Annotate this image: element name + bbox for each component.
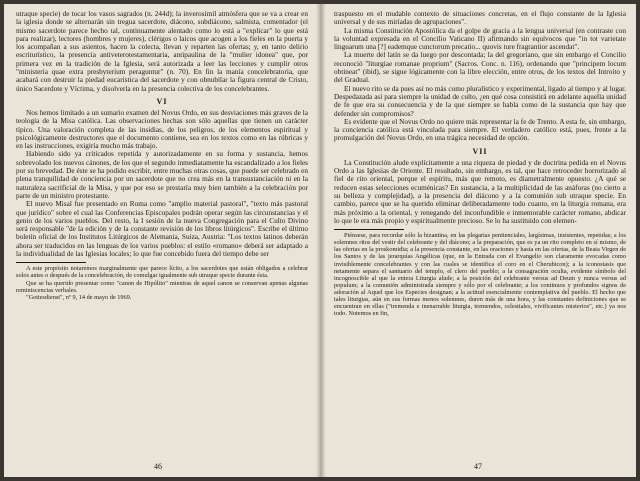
left-paragraph: Habiendo sido ya criticados repetida y autorizadamente en su forma y sustancia, hemos sobrevolado los nuevos cánones, de los que el segundo inmediatamente ha escandalizado a los fieles por su brevedad. De éste se ha podido escribir, entre muchas otras cosas, que puede ser celebrado en plena tranquilidad de conciencia por un sacerdote que no crea más en la transustanciación ni en la naturaleza sacrificial de la Misa, y que por eso se prestaría muy bien también a la celebración por parte de un ministro protestante.: [16, 150, 308, 200]
right-paragraph: El nuevo rito se da pues así no más como pluralístico y experimental, ligado al tiempo y al lugar. Despedazada así para siempre la unidad de culto, ¿en qué cosa consistirá en adelante aquella unidad de fe que era su consecuencia y de la que siempre se habla como de la sustancia que hay que defender sin compromisos?: [334, 84, 626, 118]
right-paragraph: La Constitución alude explícitamente a una riqueza de piedad y de doctrina pedida en el Novus Ordo a las Iglesias de Oriente. El resultado, sin embargo, es tal, que hace retroceder horrorizado al fiel de rito oriental, porque el espíritu, más que remoto, es diametralmente opuesto. ¿A qué se reducen estas selecciones ecuménicas? En sustancia, a la multiplicidad de las anáforas (no cierto a su belleza y complejidad), a la presencia del diácono y a la comunión sub utraque specie. En cambio, parece que se ha querido eliminar deliberadamente todo cuanto, en la liturgia romana, era más próximo a la oriental, y renegando del inconfundible e inmemorable carácter romano, abdicar lo que le era más propio y espiritualmente precioso. Se lo ha sustituido con elemen-: [334, 158, 626, 225]
footnote: A este propósito notaremos marginalmente que parece lícito, a los sacerdotes que están obligados a celebrar solos antes o después de la concelebración, de comulgar igualmente sub utraque specie durante ésta.: [16, 265, 308, 280]
book-gutter: [316, 4, 326, 477]
right-paragraph: La misma Constitución Apostólica da el golpe de gracia a la lengua universal (en contraste con la voluntad expresada en el Concilio Vaticano II) afirmando sin equívocos que "in tot varietate linguarum una [?] eademque cunctorum precatio... quovis ture fragrantior ascendat".: [334, 26, 626, 52]
section-heading-vii: VII: [472, 146, 488, 156]
right-footnotes: [334, 232, 626, 317]
right-page: [334, 10, 626, 468]
footnote: "Gottesdienst", nº 9, 14 de mayo de 1969.: [26, 293, 132, 301]
left-page: [16, 10, 308, 468]
right-paragraph: La muerte del latín se da luego por descontada; la del gregoriano, que sin embargo el Concilio reconoció "liturgiae romanae proprium" (Sacros. Conc. n. 116), ordenando que "principem locum obtineat" (ibid), se sigue lógicamente con la libre elección, entre otros, de los textos del Introito y del Gradual.: [334, 51, 626, 85]
footnote: Piénsese, para recordar sólo la bizantina, en las plegarias penitenciales, largísimas, insistentes, repetidas; a los solemnes ritos del vestir del celebrante y del diácono; a la preparación, que es ya un rito completo en sí mismo, de las ofertas en la proskomidia; a la presencia constante, en las oraciones y hasta en las ofertas, de la Beata Virgen de los Santos y de las jerarquías Angélicas (que, en la Entrada con el Evangelio son claramente evocadas como invisiblemente concelebrantes y con las cuales se identifica el coro en el Cherubicon); a la iconostasis que netamente separa el santuario del templo, el clero del pueblo; a la consagración oculta, evidente símbolo del incognoscible al que la entera Liturgia alude; a la posición del celebrante versus ad Deum y nunca versus ad populum; a la comunión administrada siempre y sólo por el celebrante; a los continuos y profundos signos de adoración al Aquel que los Especies designan; a la actitud esencialmente contemplativa del pueblo. El hecho que tales liturgias, aún en sus formas menos solemnes, duren más de una hora, y las constantes definiciones que se encuentran en ellas ("tremenda e inenarrable liturgia, tremendos, celestiales, vivificantes misterios", etc.) ya nos todo. Notemos en fin,: [334, 232, 626, 318]
page-number-left: 46: [154, 462, 162, 471]
page-number-right: 47: [474, 462, 482, 471]
book-spread: [4, 4, 636, 477]
section-heading-vi: VI: [156, 96, 168, 106]
footnote-rule: [16, 262, 86, 263]
right-paragraph: traspuesto en el mudable contexto de situaciones concretas, en el flujo constante de la Iglesia universal y de sus miríadas de agrupaciones".: [334, 10, 626, 27]
footnote-rule: [334, 229, 404, 230]
left-paragraph: El nuevo Misal fue presentado en Roma como "amplio material pastoral", "texto más pastoral que jurídico" sobre el cual las Conferencias Episcopales podrán operar según las circunstancias y el genio de los varios pueblos. Del resto, la I sesión de la nueva Congregación para el Culto Divino será responsable "de la edición y de la constante revisión de los libros litúrgicos". Escribe el último boletín oficial de los Institutos Litúrgicos de Alemania, Suiza, Austria: "Los textos latinos deberán ahora ser traducidos en las lenguas de los varios pueblos: el estilo «romano» deberá ser adaptado a la individualidad de las Iglesias locales; lo que fue concebido fuera del tiempo debe ser: [16, 200, 308, 259]
right-paragraph: Es evidente que el Novus Ordo no quiere más representar la fe de Trento. A esta fe, sin embargo, la conciencia católica está vinculada para siempre. El verdadero católico está, pues, frente a la promulgación del Novus Ordo, en una trágica necesidad de opción.: [334, 117, 626, 143]
left-paragraph: Nos hemos limitado a un sumario examen del Novus Ordo, en sus desviaciones más graves de la teología de la Misa católica. Las observaciones hechas son sólo aquellas que tienen un carácter típico. Una valoración completa de las insidias, de los peligros, de los elementos espiritual y psicológicamente destructores que el documento contiene, sea en los textos como en las rúbricas y en las instrucciones, exigiría mucho más trabajo.: [16, 108, 308, 151]
left-paragraph: utraque specie) de tocar los vasos sagrados (n. 244d); la inverosímil atmósfera que se va a crear en la iglesia donde se alternarán sin tregua sacerdote, diácono, subdiácono, salmista, comentador (el mismo sacerdote parece hecho tal, continuamente alentado como lo está a "explicar" lo que está para realizar), lectores (hombres y mujeres), clérigos o laicos que acogen a los fieles en la puerta y los acompañan a sus asientos, hacen la colecta, llevan y reparten las ofertas; y, en tanto delirio escriturístico, la presencia antiveterotestamentaria, antipaulina de la "mulier idonea" que, por primera vez en la tradición de la Iglesia, será autorizada a leer las lecciones y cumplir otros "ministeria quae extra presbyterium peraguntur" (n. 70). En fin la manía concelebratoria, que acabará con destruir la piedad eucarística del sacerdote y con obnubilar la figura central de Cristo, único Sacerdote y Víctima, y disolverla en la presencia colectiva de los concelebrantes.: [16, 10, 308, 93]
footnote: Que se ha querido presentar como "canon de Hipólito" mientras de aquel canon se conservan apenas algunas reminiscencias verbales.: [16, 279, 308, 294]
left-footnotes: [16, 265, 308, 300]
